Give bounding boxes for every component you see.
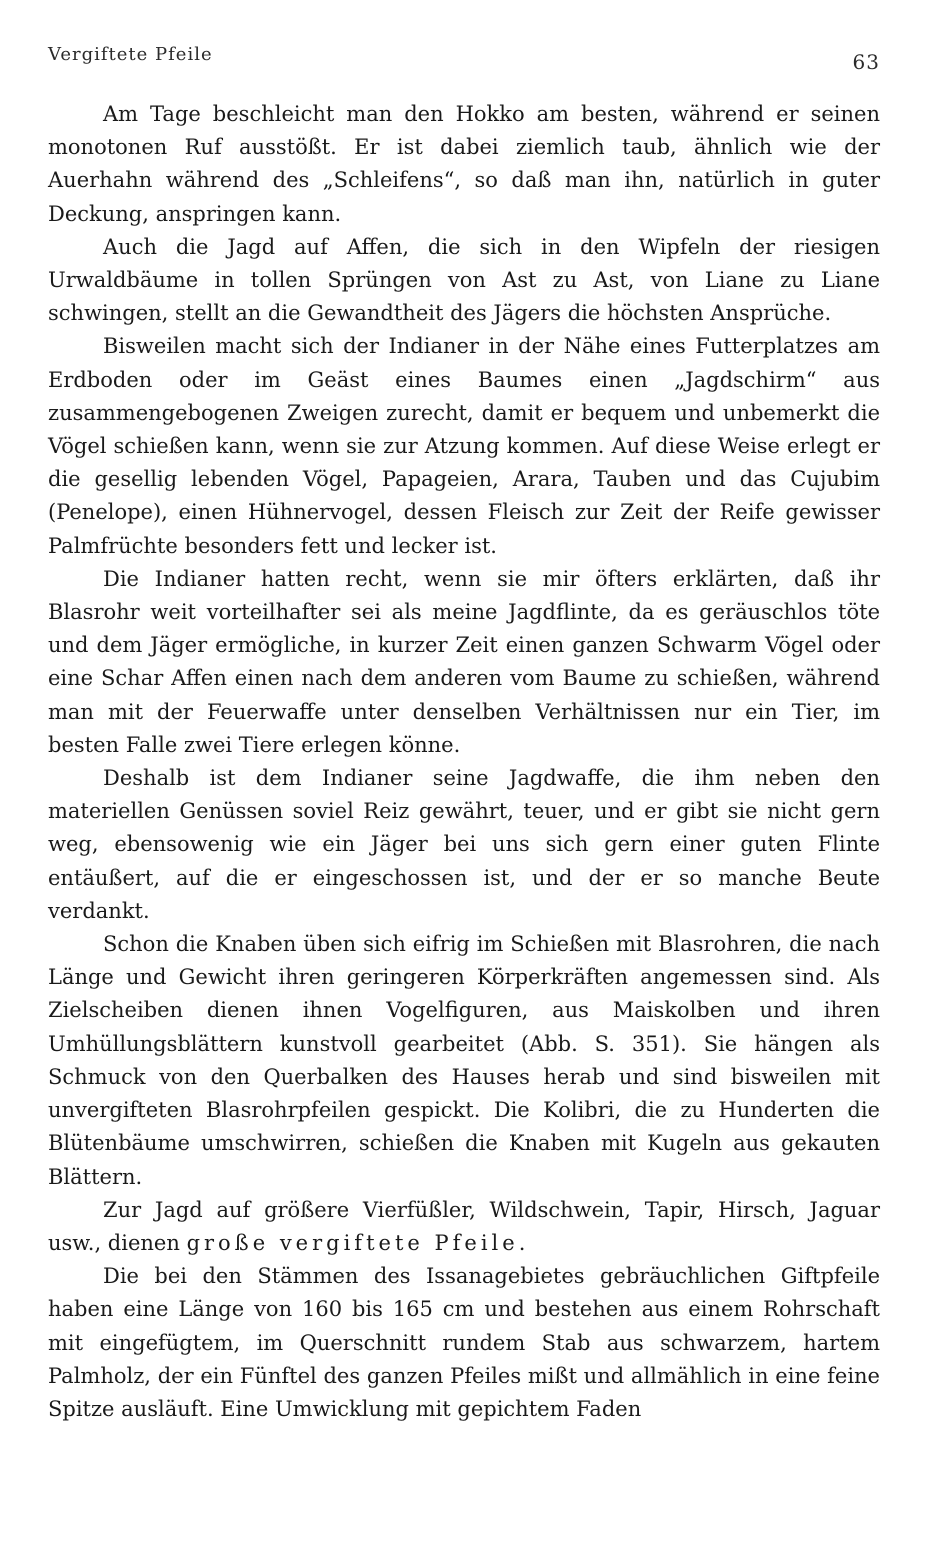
paragraph-vierfuessler-text: Zur Jagd auf größere Vierfüßler, Wildschwein, Tapir, Hirsch, Jaguar usw., dienen	[48, 1197, 880, 1255]
chapter-title: Vergiftete Pfeile	[48, 44, 213, 65]
paragraph-blasrohr: Die Indianer hatten recht, wenn sie mir öfters erklärten, daß ihr Blasrohr weit vorteilhafter sei als meine Jagdflinte, da es geräuschlos töte und dem Jäger ermögliche, in kurzer Zeit einen ganzen Schwarm Vögel oder eine Schar Affen einen nach dem anderen vom Baume zu schießen, während man mit der Feuerwaffe unter denselben Verhältnissen nur ein Tier, im besten Falle zwei Tiere erlegen könne.	[48, 566, 880, 757]
emphasized-phrase: große vergiftete Pfeile	[186, 1230, 519, 1255]
paragraph-knaben: Schon die Knaben üben sich eifrig im Schießen mit Blasrohren, die nach Länge und Gewicht ihren geringeren Körperkräften angemessen sind. Als Zielscheiben dienen ihnen Vogelfiguren, aus Maiskolben und ihren Umhüllungsblättern kunstvoll gearbeitet (Abb. S. 351). Sie hängen als Schmuck von den Querbalken des Hauses herab und sind bisweilen mit unvergifteten Blasrohrpfeilen gespickt. Die Kolibri, die zu Hunderten die Blütenbäume umschwirren, schießen die Knaben mit Kugeln aus gekauten Blättern.	[48, 932, 880, 1189]
paragraph-jagdwaffe: Deshalb ist dem Indianer seine Jagdwaffe, die ihm neben den materiellen Genüssen soviel Reiz gewährt, teuer, und er gibt sie nicht gern weg, ebensowenig wie ein Jäger bei uns sich gern einer guten Flinte entäußert, auf die er eingeschossen ist, und der er so manche Beute verdankt.	[48, 766, 880, 923]
page-number: 63	[852, 50, 880, 74]
paragraph-vierfuessler	[48, 1194, 880, 1260]
body-text	[48, 98, 880, 1426]
paragraph-vierfuessler-end: .	[518, 1230, 526, 1255]
paragraph-giftpfeile: Die bei den Stämmen des Issanagebietes gebräuchlichen Giftpfeile haben eine Länge von 160 bis 165 cm und bestehen aus einem Rohrschaft mit eingefügtem, im Querschnitt rundem Stab aus schwarzem, hartem Palmholz, der ein Fünftel des ganzen Pfeiles mißt und allmählich in eine feine Spitze ausläuft. Eine Umwicklung mit gepichtem Faden	[48, 1264, 880, 1421]
paragraph-hokko: Am Tage beschleicht man den Hokko am besten, während er seinen monotonen Ruf ausstößt. Er ist dabei ziemlich taub, ähnlich wie der Auerhahn während des „Schleifens“, so daß man ihn, natürlich in guter Deckung, anspringen kann.	[48, 102, 880, 226]
paragraph-jagdschirm: Bisweilen macht sich der Indianer in der Nähe eines Futterplatzes am Erdboden oder im Geäst eines Baumes einen „Jagdschirm“ aus zusammengebogenen Zweigen zurecht, damit er bequem und unbemerkt die Vögel schießen kann, wenn sie zur Atzung kommen. Auf diese Weise erlegt er die gesellig lebenden Vögel, Papageien, Arara, Tauben und das Cujubim (Penelope), einen Hühnervogel, dessen Fleisch zur Zeit der Reife gewisser Palmfrüchte besonders fett und lecker ist.	[48, 334, 880, 558]
running-header	[48, 44, 880, 74]
paragraph-affen: Auch die Jagd auf Affen, die sich in den Wipfeln der riesigen Urwaldbäume in tollen Sprüngen von Ast zu Ast, von Liane zu Liane schwingen, stellt an die Gewandtheit des Jägers die höchsten Ansprüche.	[48, 234, 880, 326]
